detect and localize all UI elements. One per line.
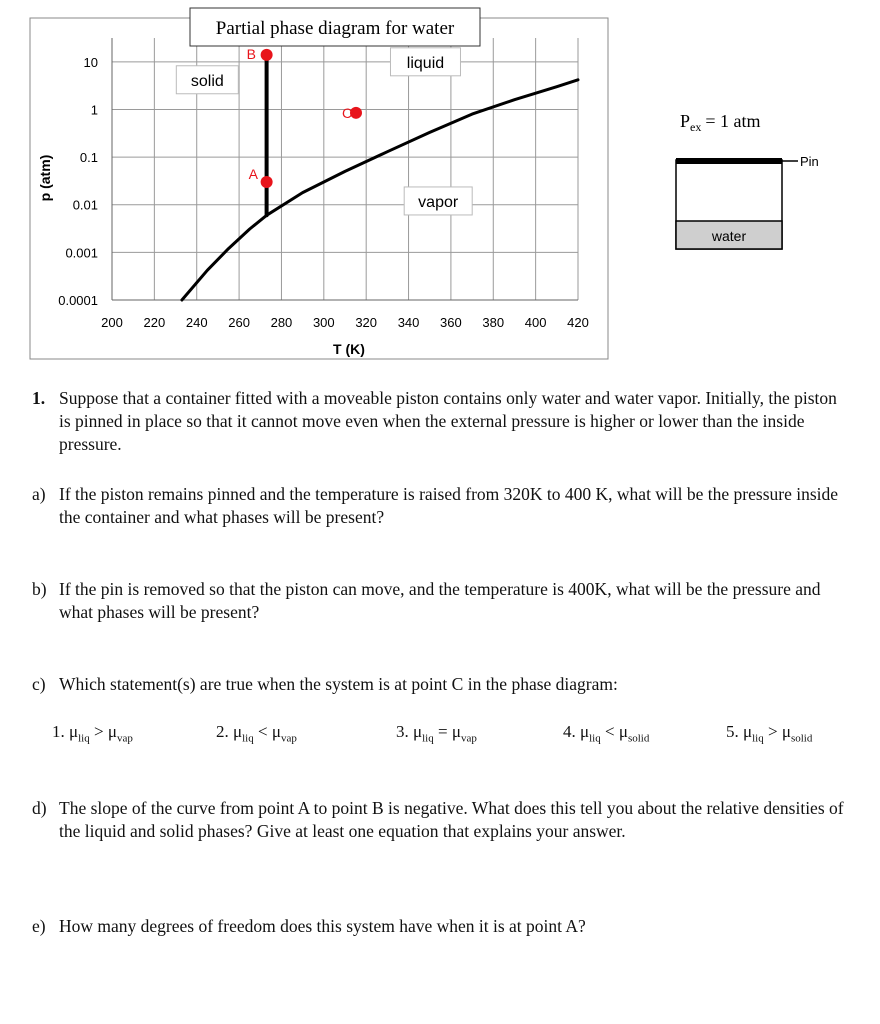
- question-b-label: b): [32, 579, 47, 599]
- question-e-label: e): [32, 916, 46, 936]
- y-tick-label: 0.0001: [58, 293, 98, 308]
- x-tick-label: 280: [270, 315, 293, 330]
- x-tick-label: 240: [185, 315, 208, 330]
- question-e-text: How many degrees of freedom does this system have when it is at point A?: [59, 916, 586, 936]
- y-tick-label: 0.01: [72, 197, 98, 213]
- question-d-text: The slope of the curve from point A to point B is negative. What does this tell you about the relative densities of the liquid and solid phases? Give at least one equation that explains your answer.: [59, 798, 844, 841]
- external-pressure-label: $P_{ex} = 1$ atm: [680, 111, 761, 134]
- x-tick-label: 400: [524, 315, 547, 330]
- y-axis-label: p (atm): [37, 154, 53, 202]
- point-label-B: B: [246, 45, 256, 62]
- point-A: [261, 176, 273, 188]
- question-1-number: 1.: [32, 388, 46, 408]
- point-B: [261, 49, 273, 61]
- chart-title: Partial phase diagram for water: [215, 18, 455, 39]
- question-1-text: Suppose that a container fitted with a moveable piston contains only water and water vapor. Initially, the piston is pinned in place so that it cannot move even when the external pressure is higher or lower than the inside pressure.: [59, 388, 837, 454]
- y-tick-label: 0.001: [65, 245, 98, 261]
- question-d-label: d): [32, 798, 47, 818]
- question-a-text: If the piston remains pinned and the temperature is raised from 320K to 400 K, what will be the pressure inside the container and what phases will be present?: [59, 484, 839, 527]
- point-label-A: A: [248, 165, 258, 182]
- x-tick-label: 300: [312, 315, 335, 330]
- x-tick-label: 260: [228, 315, 250, 330]
- x-tick-label: 360: [440, 315, 462, 330]
- choice-2: 2. $\mu_{liq} < \mu_{vap}$: [216, 722, 297, 745]
- choice-5: 5. $\mu_{liq} > \mu_{solid}$: [726, 722, 813, 745]
- point-label-C: C: [342, 104, 353, 121]
- x-tick-label: 320: [355, 315, 378, 330]
- choice-3: 3. $\mu_{liq} = \mu_{vap}$: [396, 722, 477, 745]
- x-tick-label: 420: [567, 315, 589, 330]
- x-tick-label: 220: [143, 315, 166, 330]
- x-tick-label: 380: [482, 315, 505, 330]
- y-tick-label: 10: [83, 54, 98, 70]
- phase-diagram-chart: [0, 0, 615, 365]
- x-tick-label: 200: [101, 315, 123, 330]
- y-tick-label: 0.1: [79, 150, 98, 166]
- region-label-liquid: liquid: [406, 54, 445, 72]
- y-tick-label: 1: [90, 102, 98, 118]
- piston-diagram: [640, 100, 840, 260]
- question-c-text: Which statement(s) are true when the system is at point C in the phase diagram:: [59, 674, 618, 694]
- question-c-label: c): [32, 674, 46, 694]
- water-label: water: [711, 228, 747, 244]
- choice-1: 1. $\mu_{liq} > \mu_{vap}$: [52, 722, 133, 745]
- piston-bar: [676, 158, 782, 164]
- chart-frame: [30, 18, 608, 359]
- choice-4: 4. $\mu_{liq} < \mu_{solid}$: [563, 722, 650, 745]
- pin-label: Pin: [800, 154, 819, 169]
- region-label-solid: solid: [190, 72, 224, 90]
- x-axis-label: T (K): [333, 341, 365, 357]
- region-label-vapor: vapor: [418, 193, 459, 211]
- x-tick-label: 340: [397, 315, 420, 330]
- question-a-label: a): [32, 484, 46, 504]
- question-b-text: If the pin is removed so that the piston can move, and the temperature is 400K, what will be the pressure and what phases will be present?: [59, 579, 821, 622]
